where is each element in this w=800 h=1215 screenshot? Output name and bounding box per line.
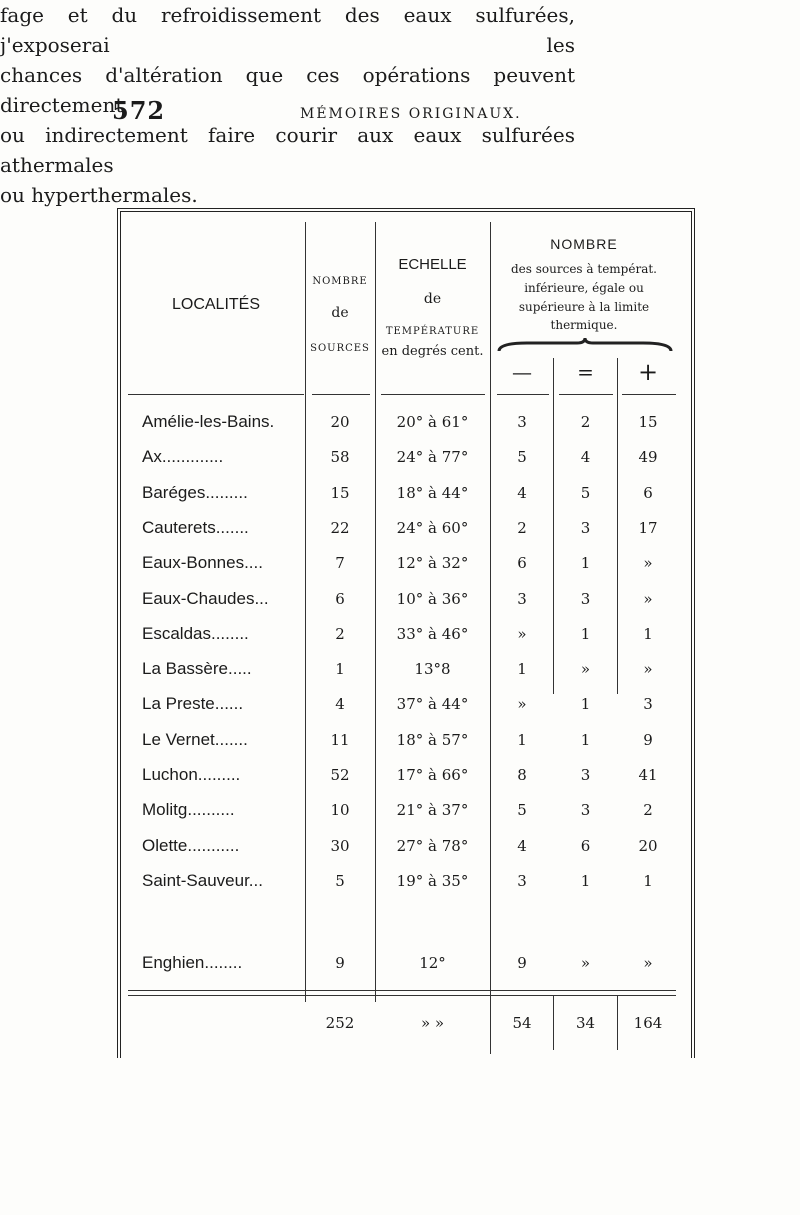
minus-cell: 3 (517, 871, 527, 890)
paragraph-after-table (0, 120, 800, 210)
header-line: supérieure à la limite (518, 300, 650, 314)
range-cell: 17° à 66° (396, 766, 469, 784)
range-cell: 12° (419, 954, 446, 972)
sources-cell: 58 (330, 448, 350, 467)
header-rule (622, 394, 676, 395)
running-title: MÉMOIRES ORIGINAUX. (300, 106, 522, 122)
sources-cell: 2 (335, 624, 345, 643)
minus-cell: » (517, 624, 527, 643)
equal-cell: 3 (580, 801, 591, 820)
sources-cell: 9 (335, 954, 345, 972)
locality-name: La Bassère..... (142, 659, 252, 679)
total-rule (128, 990, 676, 991)
minus-cell: 3 (517, 589, 527, 608)
equal-cell: 1 (580, 695, 591, 714)
range-cell: 27° à 78° (396, 836, 469, 855)
plus-cell: 17 (638, 518, 658, 537)
range-cell: » » (420, 1014, 445, 1032)
plus-cell: 41 (638, 766, 658, 784)
range-cell: 21° à 37° (396, 801, 469, 820)
header-rule (128, 394, 304, 395)
equal-cell: 1 (580, 624, 591, 643)
header-rule (559, 394, 613, 395)
range-cell: 18° à 57° (396, 730, 469, 749)
locality-name: Eaux-Chaudes... (142, 588, 269, 608)
sources-cell: 6 (335, 589, 345, 608)
minus-cell: 5 (517, 448, 527, 467)
equal-cell: 3 (580, 589, 591, 608)
equal-cell: 4 (580, 448, 591, 467)
sources-cell: 52 (330, 766, 350, 784)
text-line: ou indirectement faire courir aux eaux sulfurées athermales (0, 123, 575, 177)
sources-cell: 22 (330, 518, 350, 537)
header-nombre: NOMBRE (312, 276, 368, 287)
header-equal: = (577, 360, 594, 384)
minus-cell: 54 (512, 1014, 532, 1032)
range-cell: 33° à 46° (396, 624, 469, 643)
equal-cell: » (580, 954, 591, 972)
locality-name: Escaldas........ (142, 623, 249, 643)
header-rule (312, 394, 370, 395)
locality-name: Eaux-Bonnes.... (142, 553, 263, 573)
header-echelle: ECHELLE (398, 256, 467, 273)
plus-cell: 2 (643, 801, 653, 820)
locality-name: Ax............. (142, 447, 224, 467)
paragraph-before-table (0, 0, 800, 120)
minus-cell: 8 (517, 766, 527, 784)
sources-cell: 252 (325, 1014, 355, 1032)
equal-cell: 1 (580, 871, 591, 890)
range-cell: 19° à 35° (396, 871, 469, 890)
minus-cell: » (517, 695, 527, 714)
header-plus: + (637, 358, 659, 386)
minus-cell: 2 (517, 518, 527, 537)
plus-cell: 1 (643, 624, 653, 643)
range-cell: 18° à 44° (396, 483, 469, 502)
plus-cell: 6 (643, 483, 653, 502)
sources-cell: 11 (330, 730, 350, 749)
sources-cell: 10 (330, 801, 350, 820)
equal-cell: 1 (580, 730, 591, 749)
range-cell: 13°8 (414, 660, 451, 679)
sources-cell: 30 (330, 836, 350, 855)
minus-cell: 1 (517, 730, 527, 749)
header-line: des sources à températ. (511, 262, 657, 276)
header-sources: SOURCES (310, 343, 370, 354)
locality-name: Olette........... (142, 835, 240, 855)
plus-cell: 49 (638, 448, 658, 467)
brace-icon (497, 337, 673, 355)
range-cell: 24° à 60° (396, 518, 469, 537)
locality-name: Cauterets....... (142, 517, 249, 537)
header-localites: LOCALITÉS (171, 296, 261, 313)
plus-cell: » (643, 954, 653, 972)
locality-name: Luchon......... (142, 765, 241, 784)
header-rule (381, 394, 485, 395)
minus-cell: 9 (517, 954, 527, 972)
plus-cell: » (643, 589, 653, 608)
equal-cell: 3 (580, 766, 591, 784)
header-temperature: TEMPÉRATURE (385, 326, 480, 337)
locality-name: Molitg.......... (142, 800, 235, 820)
minus-cell: 4 (517, 836, 527, 855)
sources-cell: 5 (335, 871, 345, 890)
locality-name: La Preste...... (142, 694, 244, 714)
plus-cell: 15 (638, 413, 658, 431)
header-nombre-temp: NOMBRE (550, 236, 618, 252)
plus-cell: » (643, 554, 653, 573)
locality-name: Enghien........ (142, 953, 243, 972)
header-line: thermique. (550, 318, 618, 332)
text-line: ou hyperthermales. (0, 183, 198, 207)
plus-cell: 1 (643, 871, 653, 890)
locality-name: Le Vernet....... (142, 729, 248, 749)
minus-cell: 5 (517, 801, 527, 820)
minus-cell: 4 (517, 483, 527, 502)
header-minus: — (512, 360, 532, 384)
equal-cell: » (580, 660, 591, 679)
plus-cell: » (643, 660, 653, 679)
locality-name: Amélie-les-Bains. (142, 412, 275, 431)
text-line: chances d'altération que ces opérations peuvent directement (0, 63, 575, 117)
equal-cell: 2 (580, 413, 591, 431)
header-de: de (423, 291, 442, 307)
range-cell: 10° à 36° (396, 589, 469, 608)
range-cell: 37° à 44° (396, 695, 469, 714)
sources-cell: 7 (335, 554, 345, 573)
header-degres: en degrés cent. (381, 344, 484, 359)
range-cell: 24° à 77° (396, 448, 469, 467)
total-rule (128, 995, 676, 996)
plus-cell: 20 (638, 836, 658, 855)
equal-cell: 34 (575, 1014, 596, 1032)
header-rule (497, 394, 549, 395)
minus-cell: 3 (517, 413, 527, 431)
sources-cell: 20 (330, 413, 350, 431)
minus-cell: 1 (517, 660, 527, 679)
equal-cell: 1 (580, 554, 591, 573)
equal-cell: 5 (580, 483, 591, 502)
equal-cell: 6 (580, 836, 591, 855)
text-line: fage et du refroidissement des eaux sulfurées, j'exposerai les (0, 3, 575, 57)
locality-name: Baréges......... (142, 482, 248, 502)
plus-cell: 9 (643, 730, 653, 749)
plus-cell: 3 (643, 695, 653, 714)
locality-name: Saint-Sauveur... (142, 870, 263, 890)
range-cell: 20° à 61° (396, 413, 469, 431)
header-line: inférieure, égale ou (524, 281, 644, 295)
equal-cell: 3 (580, 518, 591, 537)
page-number: 572 (112, 96, 166, 125)
sources-cell: 15 (330, 483, 350, 502)
minus-cell: 6 (517, 554, 527, 573)
header-de: de (331, 305, 349, 321)
sources-cell: 1 (335, 660, 345, 679)
range-cell: 12° à 32° (396, 554, 469, 573)
sources-cell: 4 (335, 695, 345, 714)
plus-cell: 164 (633, 1014, 663, 1032)
